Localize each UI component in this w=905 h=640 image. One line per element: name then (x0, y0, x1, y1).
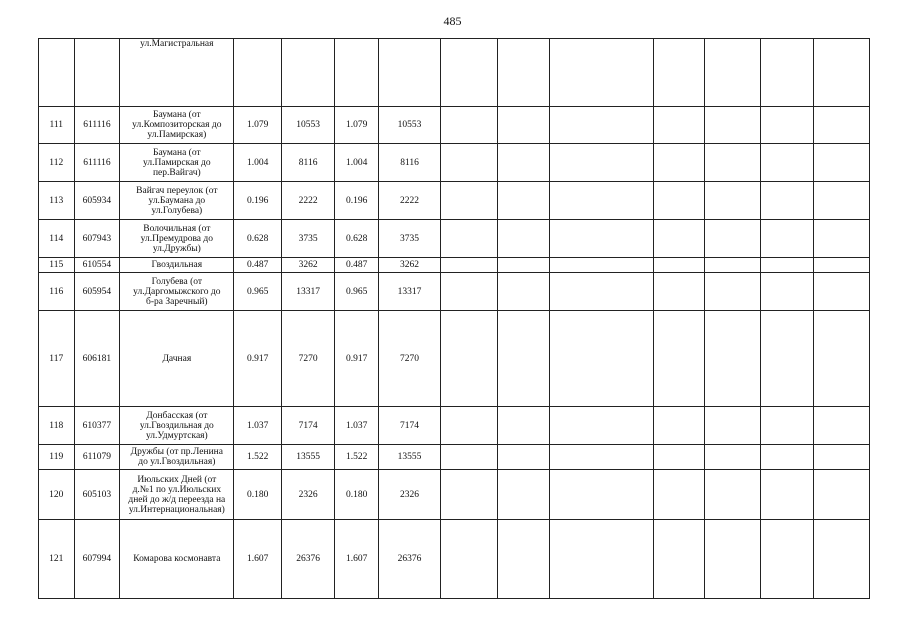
empty-cell (761, 107, 813, 144)
row-number-cell: 121 (39, 520, 75, 599)
code-cell: 611116 (74, 107, 120, 144)
length-cell-2: 1.037 (335, 407, 379, 445)
length-cell: 0.180 (234, 470, 282, 520)
empty-cell (813, 39, 869, 107)
empty-cell (813, 520, 869, 599)
empty-cell (550, 182, 654, 220)
row-number-cell: 120 (39, 470, 75, 520)
street-cell (120, 273, 234, 311)
empty-cell (813, 311, 869, 407)
street-line: ул.Интернациональная) (128, 504, 225, 515)
empty-cell (653, 520, 704, 599)
empty-cell (440, 258, 497, 273)
empty-cell (705, 39, 761, 107)
empty-cell (761, 445, 813, 470)
table-row (39, 445, 870, 470)
empty-cell (705, 220, 761, 258)
empty-cell (440, 220, 497, 258)
empty-cell (550, 311, 654, 407)
empty-cell (705, 311, 761, 407)
table-row (39, 470, 870, 520)
empty-cell (440, 520, 497, 599)
length-cell: 1.522 (234, 445, 282, 470)
row-number-cell: 117 (39, 311, 75, 407)
empty-cell (705, 258, 761, 273)
area-cell-2: 8116 (379, 144, 441, 182)
table-row (39, 520, 870, 599)
street-line: б-ра Заречный) (146, 296, 208, 307)
street-line: ул.Премудрова до (140, 233, 213, 244)
row-number-cell: 113 (39, 182, 75, 220)
street-line: ул.Магистральная (140, 39, 214, 49)
table-row (39, 258, 870, 273)
area-cell: 26376 (282, 520, 335, 599)
empty-cell (653, 39, 704, 107)
empty-cell (705, 273, 761, 311)
empty-cell (813, 107, 869, 144)
code-cell: 611116 (74, 144, 120, 182)
table-row (39, 311, 870, 407)
length-cell: 0.917 (234, 311, 282, 407)
empty-cell (440, 407, 497, 445)
empty-cell (653, 311, 704, 407)
street-cell (120, 311, 234, 407)
code-cell: 610377 (74, 407, 120, 445)
length-cell: 1.079 (234, 107, 282, 144)
street-line: ул.Голубева) (151, 205, 203, 216)
empty-cell (653, 182, 704, 220)
empty-cell (761, 407, 813, 445)
empty-cell (705, 470, 761, 520)
area-cell-2: 7270 (379, 311, 441, 407)
empty-cell (497, 470, 549, 520)
area-cell-2: 7174 (379, 407, 441, 445)
street-line: ул.Дружбы) (152, 243, 201, 254)
street-cell (120, 470, 234, 520)
table-row (39, 39, 870, 107)
empty-cell (550, 470, 654, 520)
empty-cell (550, 39, 654, 107)
empty-cell (813, 144, 869, 182)
street-line: Донбасская (от (146, 410, 208, 421)
empty-cell (813, 470, 869, 520)
empty-cell (550, 107, 654, 144)
street-cell (120, 182, 234, 220)
empty-cell (497, 258, 549, 273)
empty-cell (497, 273, 549, 311)
length-cell-2: 0.487 (335, 258, 379, 273)
code-cell: 605103 (74, 470, 120, 520)
empty-cell (440, 311, 497, 407)
row-number-cell: 119 (39, 445, 75, 470)
length-cell-2: 1.607 (335, 520, 379, 599)
area-cell: 8116 (282, 144, 335, 182)
length-cell-2: 1.079 (335, 107, 379, 144)
empty-cell (550, 144, 654, 182)
area-cell-2: 26376 (379, 520, 441, 599)
empty-cell (761, 311, 813, 407)
street-line: Июльских Дней (от (137, 474, 217, 485)
empty-cell (497, 311, 549, 407)
code-cell: 607943 (74, 220, 120, 258)
area-cell-2: 2222 (379, 182, 441, 220)
street-cell (120, 258, 234, 273)
length-cell: 1.037 (234, 407, 282, 445)
empty-cell (440, 107, 497, 144)
road-table (38, 38, 870, 599)
street-line: Гвоздильная (151, 260, 203, 270)
empty-cell (497, 144, 549, 182)
street-line: Вайгач переулок (от (136, 185, 218, 196)
area-cell: 7270 (282, 311, 335, 407)
street-line: Комарова космонавта (133, 554, 221, 564)
area-cell: 13317 (282, 273, 335, 311)
empty-cell (705, 182, 761, 220)
empty-cell (761, 182, 813, 220)
empty-cell (440, 445, 497, 470)
area-cell-2 (379, 39, 441, 107)
street-line: ул.Композиторская до (132, 120, 222, 130)
street-line: ул.Гвоздильная до (139, 420, 214, 431)
length-cell: 1.004 (234, 144, 282, 182)
empty-cell (440, 182, 497, 220)
page-number: 485 (443, 14, 462, 28)
length-cell: 0.628 (234, 220, 282, 258)
code-cell (74, 39, 120, 107)
length-cell-2: 0.628 (335, 220, 379, 258)
area-cell-2: 3262 (379, 258, 441, 273)
row-number-cell: 112 (39, 144, 75, 182)
area-cell: 2222 (282, 182, 335, 220)
area-cell-2: 10553 (379, 107, 441, 144)
code-cell: 610554 (74, 258, 120, 273)
empty-cell (761, 258, 813, 273)
table-row (39, 220, 870, 258)
code-cell: 606181 (74, 311, 120, 407)
street-line: Баумана (от (153, 147, 201, 158)
table-row (39, 107, 870, 144)
empty-cell (440, 273, 497, 311)
empty-cell (497, 445, 549, 470)
empty-cell (761, 144, 813, 182)
street-line: Дружбы (от пр.Ленина (130, 447, 223, 457)
empty-cell (653, 107, 704, 144)
table-row (39, 273, 870, 311)
empty-cell (705, 520, 761, 599)
area-cell (282, 39, 335, 107)
empty-cell (705, 144, 761, 182)
empty-cell (497, 107, 549, 144)
empty-cell (653, 407, 704, 445)
table-row (39, 407, 870, 445)
table-row (39, 144, 870, 182)
empty-cell (653, 273, 704, 311)
length-cell: 0.196 (234, 182, 282, 220)
length-cell-2: 1.522 (335, 445, 379, 470)
code-cell: 607994 (74, 520, 120, 599)
empty-cell (653, 144, 704, 182)
code-cell: 611079 (74, 445, 120, 470)
street-cell (120, 220, 234, 258)
empty-cell (550, 258, 654, 273)
empty-cell (705, 407, 761, 445)
empty-cell (497, 520, 549, 599)
empty-cell (440, 144, 497, 182)
street-cell (120, 144, 234, 182)
empty-cell (813, 273, 869, 311)
empty-cell (440, 39, 497, 107)
empty-cell (761, 220, 813, 258)
empty-cell (497, 39, 549, 107)
empty-cell (440, 470, 497, 520)
street-cell (120, 520, 234, 599)
empty-cell (550, 273, 654, 311)
table-row (39, 182, 870, 220)
street-line: ул.Удмуртская) (145, 430, 208, 441)
length-cell-2: 1.004 (335, 144, 379, 182)
street-line: Голубева (от (151, 276, 203, 287)
empty-cell (497, 220, 549, 258)
length-cell: 0.487 (234, 258, 282, 273)
row-number-cell (39, 39, 75, 107)
length-cell-2: 0.917 (335, 311, 379, 407)
empty-cell (761, 470, 813, 520)
length-cell (234, 39, 282, 107)
street-line: ул.Памирская до (143, 157, 211, 168)
empty-cell (705, 445, 761, 470)
empty-cell (813, 220, 869, 258)
length-cell: 1.607 (234, 520, 282, 599)
empty-cell (550, 520, 654, 599)
empty-cell (550, 407, 654, 445)
empty-cell (705, 107, 761, 144)
street-line: до ул.Гвоздильная) (138, 457, 216, 467)
street-cell (120, 107, 234, 144)
empty-cell (813, 445, 869, 470)
street-line: пер.Вайгач) (152, 167, 201, 178)
area-cell: 13555 (282, 445, 335, 470)
empty-cell (550, 220, 654, 258)
code-cell: 605934 (74, 182, 120, 220)
empty-cell (497, 407, 549, 445)
area-cell-2: 13555 (379, 445, 441, 470)
area-cell-2: 13317 (379, 273, 441, 311)
length-cell-2 (335, 39, 379, 107)
street-line: ул.Памирская) (147, 130, 207, 140)
street-line: д.№1 по ул.Июльских (132, 484, 222, 495)
street-line: ул.Даргомыжского до (133, 286, 221, 297)
length-cell: 0.965 (234, 273, 282, 311)
street-line: Волочильная (от (143, 223, 211, 234)
empty-cell (653, 220, 704, 258)
row-number-cell: 116 (39, 273, 75, 311)
area-cell: 3262 (282, 258, 335, 273)
empty-cell (813, 258, 869, 273)
street-line: дней до ж/д переезда на (128, 494, 226, 505)
empty-cell (761, 39, 813, 107)
row-number-cell: 114 (39, 220, 75, 258)
length-cell-2: 0.196 (335, 182, 379, 220)
empty-cell (813, 182, 869, 220)
length-cell-2: 0.965 (335, 273, 379, 311)
street-line: Дачная (162, 353, 192, 364)
area-cell: 7174 (282, 407, 335, 445)
empty-cell (653, 445, 704, 470)
empty-cell (550, 445, 654, 470)
empty-cell (653, 470, 704, 520)
empty-cell (813, 407, 869, 445)
length-cell-2: 0.180 (335, 470, 379, 520)
row-number-cell: 115 (39, 258, 75, 273)
area-cell: 2326 (282, 470, 335, 520)
area-cell: 3735 (282, 220, 335, 258)
empty-cell (653, 258, 704, 273)
empty-cell (761, 520, 813, 599)
code-cell: 605954 (74, 273, 120, 311)
area-cell: 10553 (282, 107, 335, 144)
row-number-cell: 111 (39, 107, 75, 144)
row-number-cell: 118 (39, 407, 75, 445)
area-cell-2: 3735 (379, 220, 441, 258)
street-cell (120, 39, 234, 107)
area-cell-2: 2326 (379, 470, 441, 520)
street-cell (120, 445, 234, 470)
street-line: ул.Баумана до (148, 195, 206, 206)
street-line: Баумана (от (153, 110, 201, 120)
empty-cell (497, 182, 549, 220)
street-cell (120, 407, 234, 445)
empty-cell (761, 273, 813, 311)
